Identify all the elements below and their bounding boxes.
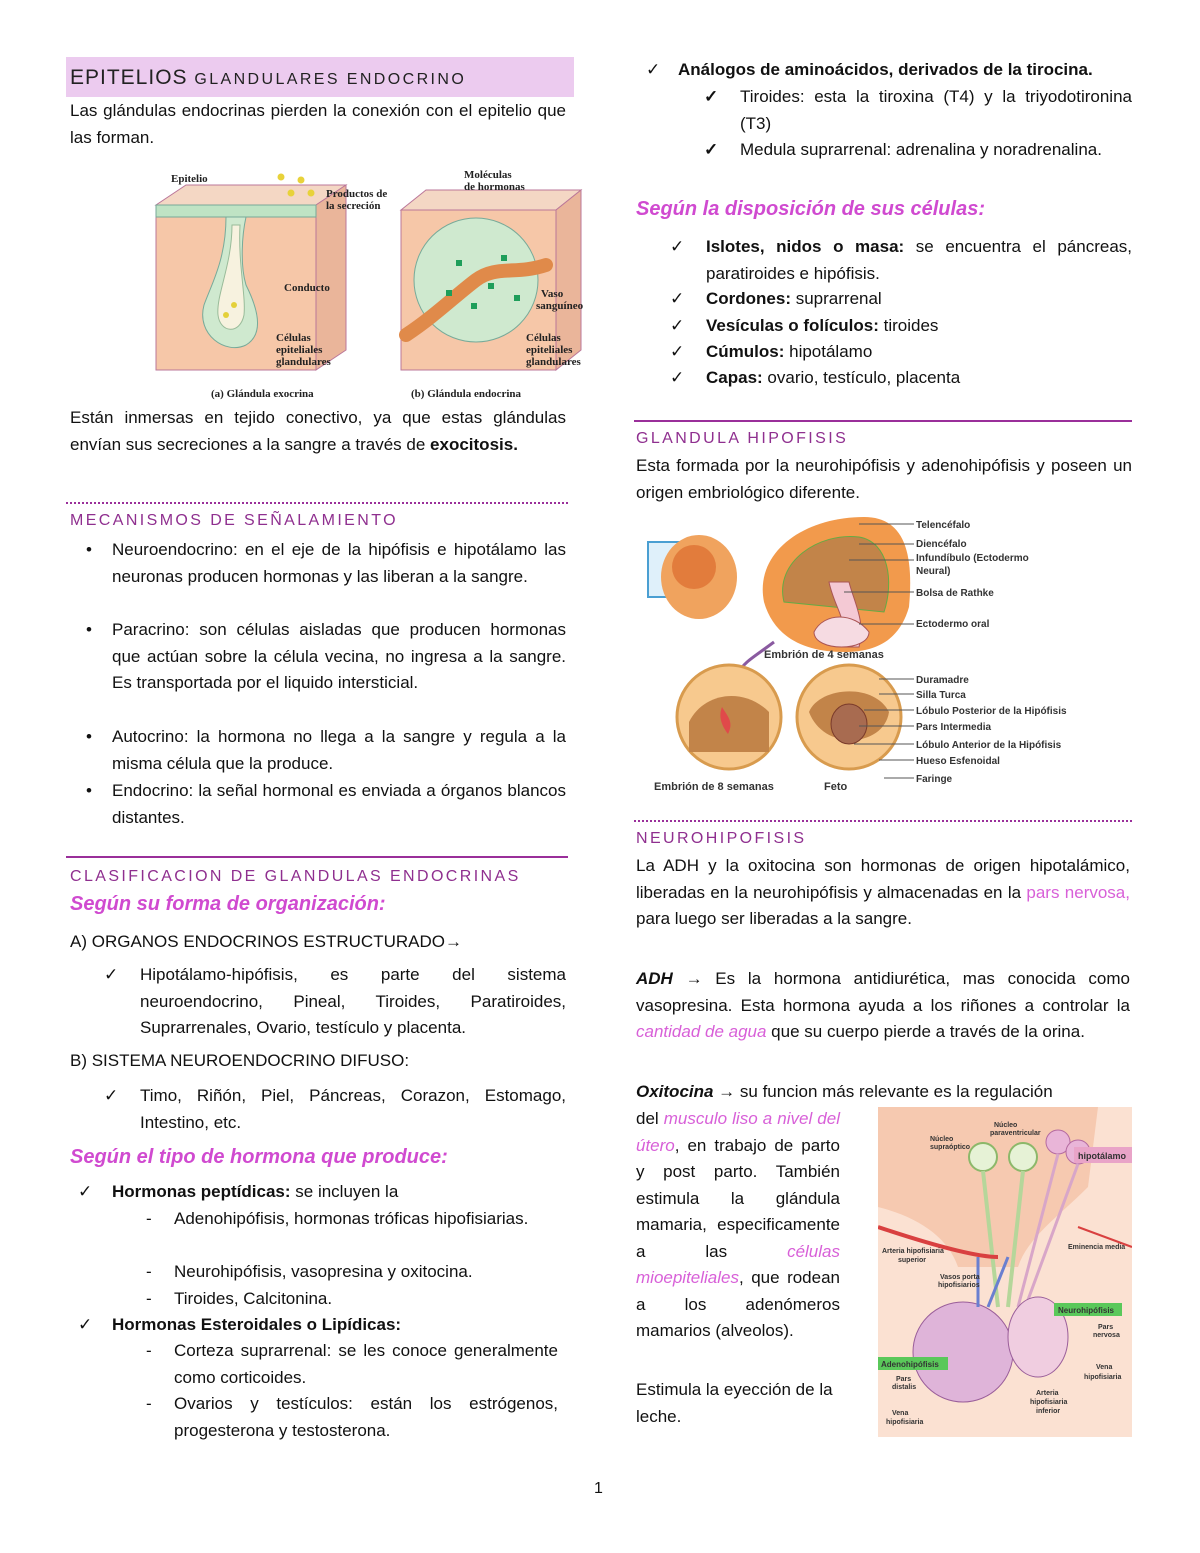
dash-icon: - <box>146 1394 152 1413</box>
fig1-label-vaso: Vaso <box>541 288 564 300</box>
mecanismo-endocrino: Endocrino: la señal hormonal es enviada a órganos blancos distantes. <box>112 781 566 827</box>
fig3-vena-hip: Vena <box>1096 1364 1113 1371</box>
medula-item: Medula suprarrenal: adrenalina y noradrenalina. <box>740 140 1102 159</box>
fig2-feto: Feto <box>824 781 848 793</box>
esteroidales-item: Hormonas Esteroidales o Lipídicas: <box>112 1315 402 1334</box>
hipotalamo-hipofisis-figure <box>878 1107 1132 1437</box>
dash-icon: - <box>146 1209 152 1228</box>
fig2-infundibulo-b: Neural) <box>916 566 951 577</box>
esteroidales-sub-2: Ovarios y testículos: están los estrógenos, progesterona y testosterona. <box>174 1394 558 1440</box>
fig3-pars-distalis: Pars <box>896 1376 912 1383</box>
oxitocina-paragraph: Oxitocina → su funcion más relevante es la regulación <box>636 1082 1053 1101</box>
peptidicas-sub-2: Neurohipófisis, vasopresina y oxitocina. <box>174 1262 473 1281</box>
divider-dotted <box>634 820 1132 822</box>
fig3-neurohipofisis: Neurohipófisis <box>1058 1306 1115 1315</box>
fig3-hipotalamo: hipotálamo <box>1078 1151 1127 1161</box>
fig1-label-celulas-b: Células <box>526 332 561 344</box>
leche-paragraph: Estimula la eyección de la leche. <box>636 1380 833 1426</box>
fig2-lobulo-posterior: Lóbulo Posterior de la Hipófisis <box>916 706 1067 717</box>
fig3-pars-nervosa: Pars <box>1098 1324 1114 1331</box>
fig2-pars-intermedia: Pars Intermedia <box>916 722 992 733</box>
oxitocina-detail: del musculo liso a nivel del útero, en trabajo de parto y post parto. También estimula la glándula mamaria, especificamente a las células mioepiteliales, que rodean a los adenómeros mamarios (alveolos). <box>636 1109 840 1340</box>
mecanismo-autocrino: Autocrino: la hormona no llega a la sangre y regula a la misma célula que la produce. <box>112 727 566 773</box>
check-icon: ✓ <box>646 60 661 79</box>
peptidicas-sub-3: Tiroides, Calcitonina. <box>174 1289 333 1308</box>
tipo-hormona-heading: Según el tipo de hormona que produce: <box>70 1146 448 1168</box>
neurohipofisis-paragraph: La ADH y la oxitocina son hormonas de origen hipotalámico, liberadas en la neurohipófisis y almacenadas en la pars nervosa, para luego ser liberadas a la sangre. <box>636 856 1130 928</box>
disposicion-capas: Capas: ovario, testículo, placenta <box>706 368 961 387</box>
fig2-infundibulo: Infundíbulo (Ectodermo <box>916 553 1029 564</box>
organos-estructurados-item: Hipotálamo-hipófisis, es parte del sistema neuroendocrino, Pineal, Tiroides, Paratiroides, Suprarrenales, Ovario, testículo y placenta. <box>140 965 566 1037</box>
clasificacion-title: CLASIFICACION DE GLANDULAS ENDOCRINAS <box>70 868 521 885</box>
glandula-figure <box>116 165 586 405</box>
disposicion-cordones: Cordones: suprarrenal <box>706 289 882 308</box>
check-icon: ✓ <box>670 342 685 361</box>
page-number: 1 <box>594 1480 603 1497</box>
fig3-nucleo-sup2: supraóptico <box>930 1144 971 1151</box>
peptidicas-item: Hormonas peptídicas: se incluyen la <box>112 1182 399 1201</box>
fig3-arteria-sup2: superior <box>898 1257 927 1264</box>
fig1-label-moleculas: Moléculas <box>464 169 512 181</box>
fig2-telencefalo: Telencéfalo <box>916 520 971 531</box>
fig1-label-vaso2: sanguíneo <box>536 300 584 312</box>
check-icon: ✓ <box>104 965 119 984</box>
sistema-difuso-item: Timo, Riñón, Piel, Páncreas, Corazon, Estomago, Intestino, etc. <box>140 1086 566 1132</box>
peptidicas-sub-1: Adenohipófisis, hormonas tróficas hipofisiarias. <box>174 1209 529 1228</box>
disposicion-cumulos: Cúmulos: hipotálamo <box>706 342 873 361</box>
neurohipofisis-title: NEUROHIPOFISIS <box>636 830 807 847</box>
fig1-label-celulas-b2: epiteliales <box>526 344 573 356</box>
dash-icon: - <box>146 1341 152 1360</box>
fig3-arteria-inf: Arteria <box>1036 1390 1059 1397</box>
organos-estructurados-heading: A) ORGANOS ENDOCRINOS ESTRUCTURADO→ <box>70 932 462 951</box>
esteroidales-sub-1: Corteza suprarrenal: se les conoce generalmente como corticoides. <box>174 1341 558 1387</box>
page-title: EPITELIOS GLANDULARES ENDOCRINO <box>70 66 467 89</box>
fig1-label-celulas-b3: glandulares <box>526 356 581 368</box>
check-icon: ✓ <box>670 289 685 308</box>
fig3-adenohipofisis: Adenohipófisis <box>881 1360 939 1369</box>
check-icon: ✓ <box>78 1182 93 1201</box>
fig3-vasos-porta2: hipofisiarios <box>938 1282 980 1289</box>
check-icon: ✓ <box>670 237 685 256</box>
fig3-pars-nervosa2: nervosa <box>1093 1332 1120 1339</box>
fig3-vena-hip-l2: hipofisiaria <box>886 1419 924 1426</box>
analogos-item: Análogos de aminoácidos, derivados de la tirocina. <box>678 60 1093 79</box>
fig1-caption-b: (b) Glándula endocrina <box>411 388 522 400</box>
disposicion-vesiculas: Vesículas o folículos: tiroides <box>706 316 939 335</box>
fig3-nucleo-sup: Núcleo <box>930 1136 954 1143</box>
fig2-bolsa-rathke: Bolsa de Rathke <box>916 588 994 599</box>
mecanismo-paracrino: Paracrino: son células aisladas que producen hormonas que actúan sobre la célula vecina, no ingresa a la sangre. Es transportada por el liquido intersticial. <box>112 620 566 692</box>
fig2-lobulo-anterior: Lóbulo Anterior de la Hipófisis <box>916 740 1062 751</box>
fig1-label-moleculas2: de hormonas <box>464 181 525 193</box>
bullet-icon: • <box>86 620 92 639</box>
fig2-ectodermo-oral: Ectodermo oral <box>916 619 990 630</box>
fig2-embrion-8: Embrión de 8 semanas <box>654 781 774 793</box>
fig3-nucleo-par2: paraventricular <box>990 1130 1041 1137</box>
fig1-label-conducto: Conducto <box>284 282 330 294</box>
check-icon: ✓ <box>704 140 719 159</box>
check-icon: ✓ <box>670 316 685 335</box>
fig2-faringe: Faringe <box>916 774 953 785</box>
bullet-icon: • <box>86 540 92 559</box>
divider-solid <box>66 856 568 858</box>
fig2-hueso-esfenoidal: Hueso Esfenoidal <box>916 756 1000 767</box>
fig2-silla-turca: Silla Turca <box>916 690 966 701</box>
fig3-arteria-inf2: hipofisiaria <box>1030 1399 1068 1406</box>
bullet-icon: • <box>86 781 92 800</box>
disposicion-islotes: Islotes, nidos o masa: se encuentra el páncreas, paratiroides e hipófisis. <box>706 237 1132 283</box>
check-icon: ✓ <box>78 1315 93 1334</box>
mecanismos-title: MECANISMOS DE SEÑALAMIENTO <box>70 512 398 529</box>
check-icon: ✓ <box>670 368 685 387</box>
bullet-icon: • <box>86 727 92 746</box>
fig1-label-celulas3: glandulares <box>276 356 331 368</box>
hipofisis-paragraph: Esta formada por la neurohipófisis y adenohipófisis y poseen un origen embriológico diferente. <box>636 456 1132 502</box>
check-icon: ✓ <box>704 87 719 106</box>
fig1-label-productos: Productos de <box>326 188 388 200</box>
dash-icon: - <box>146 1262 152 1281</box>
fig2-embrion-4: Embrión de 4 semanas <box>764 649 884 661</box>
intro-paragraph: Las glándulas endocrinas pierden la conexión con el epitelio que las forman. <box>70 101 566 147</box>
fig3-vasos-porta: Vasos porta <box>940 1274 980 1281</box>
mecanismo-neuroendocrino: Neuroendocrino: en el eje de la hipófisis e hipotálamo las neuronas producen hormonas y las liberan a la sangre. <box>112 540 566 586</box>
fig3-arteria-inf3: inferior <box>1036 1408 1061 1415</box>
check-icon: ✓ <box>104 1086 119 1105</box>
divider-solid <box>634 420 1132 422</box>
fig3-vena-hip-l: Vena <box>892 1410 909 1417</box>
fig1-label-epitelio: Epitelio <box>171 173 208 185</box>
fig3-vena-hip2: hipofisiaria <box>1084 1374 1122 1381</box>
fig3-arteria-sup: Arteria hipofisiaria <box>882 1248 944 1255</box>
inmersas-paragraph: Están inmersas en tejido conectivo, ya que estas glándulas envían sus secreciones a la sangre a través de exocitosis. <box>70 408 566 454</box>
fig1-label-productos2: la secreción <box>326 200 381 212</box>
divider-dotted <box>66 502 568 504</box>
forma-organizacion-heading: Según su forma de organización: <box>70 893 386 915</box>
fig1-caption-a: (a) Glándula exocrina <box>211 388 314 400</box>
fig3-eminencia: Eminencia media <box>1068 1244 1126 1251</box>
fig2-diencefalo: Diencéfalo <box>916 539 967 550</box>
fig3-pars-distalis2: distalis <box>892 1384 917 1391</box>
adh-paragraph: ADH → Es la hormona antidiurética, mas conocida como vasopresina. Esta hormona ayuda a los riñones a controlar la cantidad de agua que su cuerpo pierde a través de la orina. <box>636 969 1130 1041</box>
hipofisis-title: GLANDULA HIPOFISIS <box>636 430 849 447</box>
fig1-label-celulas2: epiteliales <box>276 344 323 356</box>
embriologia-figure <box>644 512 1114 802</box>
fig2-duramadre: Duramadre <box>916 675 969 686</box>
fig3-nucleo-par: Núcleo <box>994 1122 1018 1129</box>
fig1-label-celulas: Células <box>276 332 311 344</box>
tiroides-item: Tiroides: esta la tiroxina (T4) y la triyodotironina (T3) <box>740 87 1132 133</box>
sistema-difuso-heading: B) SISTEMA NEUROENDOCRINO DIFUSO: <box>70 1051 410 1070</box>
dash-icon: - <box>146 1289 152 1308</box>
disposicion-heading: Según la disposición de sus células: <box>636 198 985 220</box>
